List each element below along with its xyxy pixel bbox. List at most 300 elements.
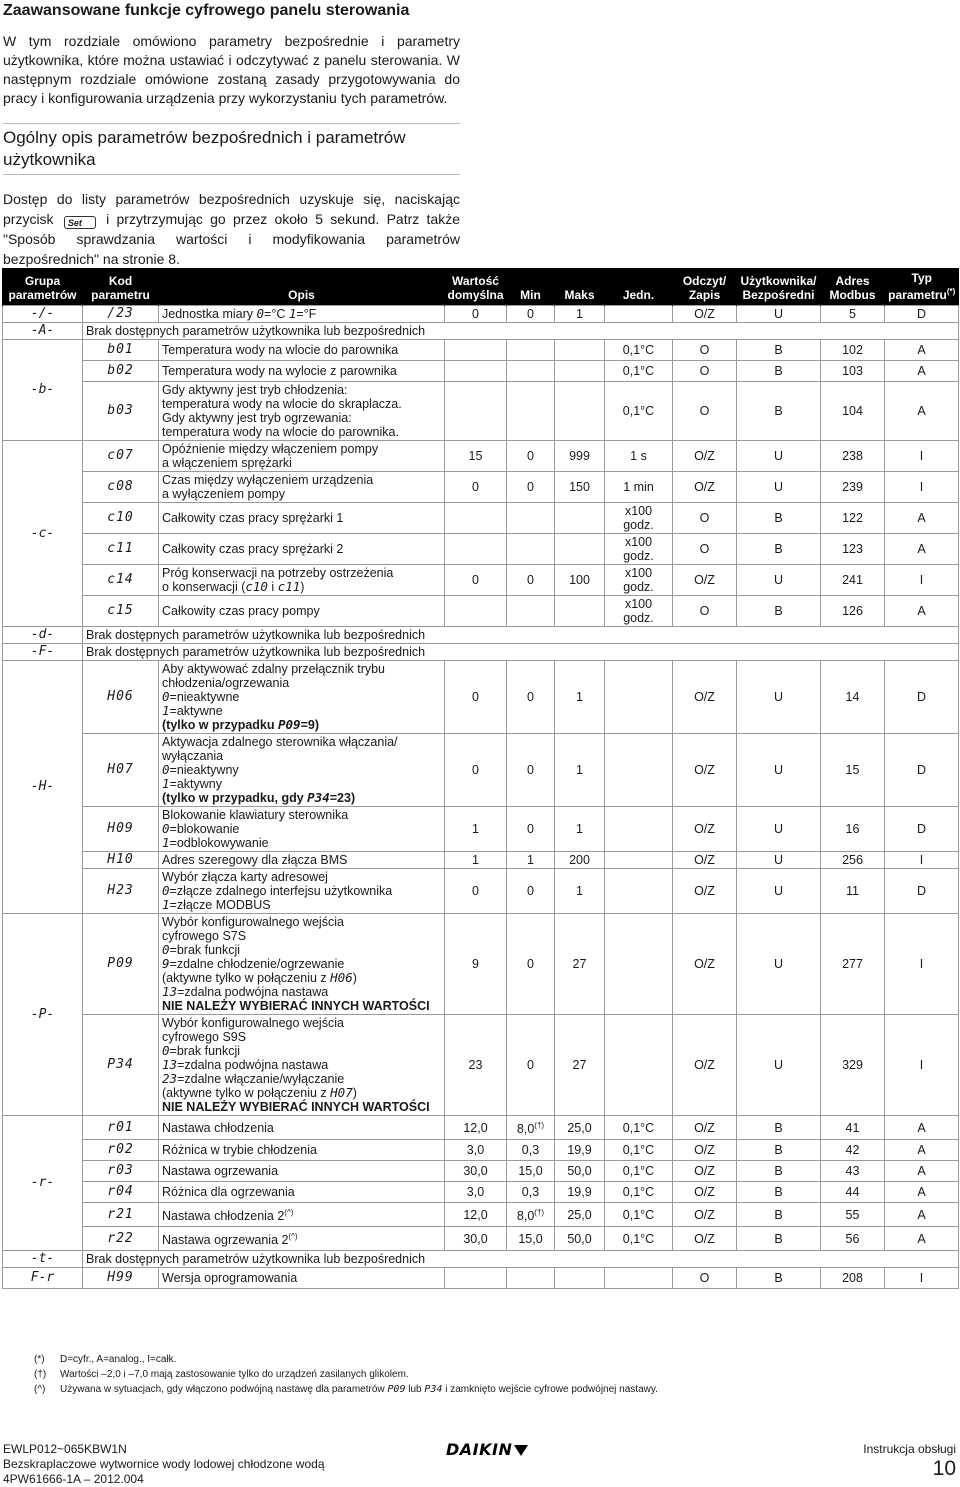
parameters-table [2, 268, 959, 1289]
value-code: 23 [162, 1071, 178, 1086]
unit-cell: 0,1°C [605, 1203, 673, 1227]
default-cell: 3,0 [445, 1182, 507, 1203]
param-code: H99 [83, 1268, 159, 1289]
type-cell: A [885, 361, 959, 382]
intro-text [3, 32, 460, 108]
rw-cell: O [673, 382, 737, 441]
param-code: r01 [83, 1116, 159, 1140]
desc-line [162, 690, 441, 704]
type-cell: I [885, 565, 959, 596]
default-cell: 1 [445, 852, 507, 869]
desc-line: Gdy aktywny jest tryb chłodzenia: [162, 383, 348, 397]
type-cell: A [885, 503, 959, 534]
value-code: 0 [162, 942, 170, 957]
min-cell [507, 1268, 555, 1289]
ud-cell: B [737, 1116, 821, 1140]
desc-text: =23) [329, 791, 356, 805]
table-row [3, 382, 959, 441]
desc-line: Aktywacja zdalnego sterownika włączania/ [162, 735, 398, 749]
group-code: -H- [3, 661, 83, 914]
desc-line [162, 1058, 441, 1072]
max-cell: 19,9 [555, 1182, 605, 1203]
header-typ-label: Typ parametru [888, 271, 947, 302]
desc-text: ) [300, 580, 305, 594]
addr-cell: 16 [821, 807, 885, 852]
table-header-row [3, 268, 959, 306]
min-cell [507, 1116, 555, 1140]
default-cell: 0 [445, 661, 507, 734]
desc-line [162, 1086, 441, 1100]
rw-cell: O/Z [673, 1140, 737, 1161]
min-cell: 0,3 [507, 1140, 555, 1161]
desc-line [162, 777, 441, 791]
max-cell: 100 [555, 565, 605, 596]
doc-title: Bezskraplaczowe wytwornice wody lodowej chłodzone wodą [3, 1457, 325, 1471]
default-cell: 12,0 [445, 1116, 507, 1140]
param-desc [159, 306, 445, 323]
param-code: c08 [83, 472, 159, 503]
header-min: Min [507, 268, 555, 306]
param-ref: c10 [245, 579, 268, 594]
table-row [3, 472, 959, 503]
ud-cell: U [737, 914, 821, 1015]
min-cell [507, 503, 555, 534]
footnote-text: Wartości –2,0 i –7,0 mają zastosowanie tylko do urządzeń zasilanych glikolem. [60, 1369, 409, 1380]
desc-text: =blokowanie [169, 822, 240, 836]
footnote [34, 1367, 658, 1382]
min-cell [507, 534, 555, 565]
doc-code: EWLP012~065KBW1N [3, 1442, 127, 1456]
desc-text: (aktywne tylko w połączeniu z [162, 971, 331, 985]
param-code: r21 [83, 1203, 159, 1227]
unit-cell [605, 914, 673, 1015]
rw-cell: O/Z [673, 852, 737, 869]
desc-text: =odblokowywanie [169, 836, 269, 850]
section-title: Ogólny opis parametrów bezpośrednich i parametrów użytkownika [3, 128, 406, 169]
unit-cell [605, 1268, 673, 1289]
type-cell: D [885, 306, 959, 323]
max-cell: 19,9 [555, 1140, 605, 1161]
value-code: 0 [162, 1043, 170, 1058]
footnotes [34, 1352, 658, 1397]
type-cell: A [885, 1227, 959, 1251]
ud-cell: B [737, 503, 821, 534]
value-code: 1 [162, 703, 170, 718]
desc-line: a wyłączeniem pompy [162, 487, 285, 501]
default-cell: 30,0 [445, 1227, 507, 1251]
table-row [3, 1182, 959, 1203]
max-cell: 1 [555, 734, 605, 807]
type-cell: I [885, 472, 959, 503]
param-desc [159, 914, 445, 1015]
ud-cell: B [737, 1140, 821, 1161]
min-cell: 0 [507, 1015, 555, 1116]
desc-text: (tylko w przypadku, gdy [162, 791, 308, 805]
desc-text: =aktywne [169, 704, 223, 718]
set-key-icon: Set [64, 216, 96, 229]
param-code: H09 [83, 807, 159, 852]
ud-cell: B [737, 1268, 821, 1289]
max-cell: 50,0 [555, 1161, 605, 1182]
type-cell: A [885, 1140, 959, 1161]
default-cell [445, 382, 507, 441]
rw-cell: O/Z [673, 565, 737, 596]
group-code: -/- [3, 306, 83, 323]
value-code: 0 [162, 883, 170, 898]
type-cell: A [885, 1161, 959, 1182]
ud-cell: U [737, 441, 821, 472]
param-desc [159, 441, 445, 472]
unit-cell [605, 306, 673, 323]
table-row [3, 1203, 959, 1227]
default-cell: 0 [445, 869, 507, 914]
header-typ-mark: (*) [946, 287, 956, 296]
footer-right [863, 1442, 956, 1481]
manual-label: Instrukcja obsługi [863, 1442, 956, 1456]
param-desc: Całkowity czas pracy sprężarki 2 [159, 534, 445, 565]
rw-cell: O/Z [673, 1203, 737, 1227]
unit-cell: 0,1°C [605, 382, 673, 441]
group-code: -b- [3, 340, 83, 441]
desc-line [162, 884, 441, 898]
desc-line [162, 985, 441, 999]
desc-mark: (^) [288, 1231, 298, 1241]
default-cell: 30,0 [445, 1161, 507, 1182]
max-cell: 27 [555, 914, 605, 1015]
desc-line [162, 957, 441, 971]
min-cell: 1 [507, 852, 555, 869]
addr-cell: 256 [821, 852, 885, 869]
ud-cell: U [737, 807, 821, 852]
table-row [3, 441, 959, 472]
unit-cell [605, 661, 673, 734]
desc-line: Czas między wyłączeniem urządzenia [162, 473, 374, 487]
daikin-logo [446, 1440, 528, 1459]
desc-line: chłodzenia/ogrzewania [162, 676, 290, 690]
type-cell: I [885, 914, 959, 1015]
desc-line: Próg konserwacji na potrzeby ostrzeżenia [162, 566, 394, 580]
table-row [3, 1116, 959, 1140]
default-cell: 23 [445, 1015, 507, 1116]
desc-line: wyłączania [162, 749, 224, 763]
param-ref: P09 [278, 717, 301, 732]
param-code: H06 [83, 661, 159, 734]
min-cell: 0 [507, 441, 555, 472]
desc-text: =zdalna podwójna nastawa [177, 1058, 329, 1072]
header-odczyt: Odczyt/ Zapis [673, 268, 737, 306]
desc-line [162, 718, 441, 732]
min-cell [507, 340, 555, 361]
desc-line [162, 822, 441, 836]
min-mark: (†) [534, 1207, 545, 1217]
doc-ref: 4PW61666-1A – 2012.004 [3, 1472, 144, 1486]
desc-text: =nieaktywny [169, 763, 239, 777]
header-grupa: Grupa parametrów [3, 268, 83, 306]
default-cell [445, 534, 507, 565]
value-code: 13 [162, 984, 178, 999]
type-cell: A [885, 1116, 959, 1140]
desc-line [162, 580, 441, 594]
table-row [3, 734, 959, 807]
param-code: r22 [83, 1227, 159, 1251]
max-cell: 1 [555, 807, 605, 852]
ud-cell: B [737, 1161, 821, 1182]
desc-text: (tylko w przypadku [162, 718, 278, 732]
header-maks: Maks [555, 268, 605, 306]
desc-text: =brak funkcji [169, 1044, 241, 1058]
addr-cell: 241 [821, 565, 885, 596]
type-cell: D [885, 869, 959, 914]
no-params-text: Brak dostępnych parametrów użytkownika lub bezpośrednich [83, 323, 959, 340]
footnote-key: (^) [34, 1384, 46, 1395]
addr-cell: 14 [821, 661, 885, 734]
param-desc: Temperatura wody na wlocie do parownika [159, 340, 445, 361]
unit-cell [605, 869, 673, 914]
desc-line [162, 704, 441, 718]
default-cell: 0 [445, 565, 507, 596]
unit-cell: 0,1°C [605, 1140, 673, 1161]
type-cell: I [885, 1015, 959, 1116]
param-code: c15 [83, 596, 159, 627]
group-code: -c- [3, 441, 83, 627]
unit-cell: x100 godz. [605, 534, 673, 565]
max-cell [555, 596, 605, 627]
desc-line: cyfrowego S9S [162, 1030, 247, 1044]
table-row [3, 534, 959, 565]
rw-cell: O/Z [673, 1182, 737, 1203]
param-desc: Różnica w trybie chłodzenia [159, 1140, 445, 1161]
type-cell: A [885, 1203, 959, 1227]
desc-text: =brak funkcji [169, 943, 241, 957]
default-cell [445, 340, 507, 361]
max-cell: 25,0 [555, 1203, 605, 1227]
max-cell: 999 [555, 441, 605, 472]
desc-text: ) [352, 1086, 357, 1100]
param-code: c10 [83, 503, 159, 534]
table-row [3, 807, 959, 852]
table-row [3, 1140, 959, 1161]
desc-line: Aby aktywować zdalny przełącznik trybu [162, 662, 386, 676]
rw-cell: O/Z [673, 661, 737, 734]
param-desc: Całkowity czas pracy pompy [159, 596, 445, 627]
param-code: r03 [83, 1161, 159, 1182]
table-row [3, 1015, 959, 1116]
unit-cell: 0,1°C [605, 1182, 673, 1203]
header-uzytk: Użytkownika/ Bezpośredni [737, 268, 821, 306]
param-code: c11 [83, 534, 159, 565]
addr-cell: 56 [821, 1227, 885, 1251]
rw-cell: O/Z [673, 734, 737, 807]
default-cell [445, 361, 507, 382]
param-code: H10 [83, 852, 159, 869]
addr-cell: 102 [821, 340, 885, 361]
addr-cell: 5 [821, 306, 885, 323]
desc-text: =°F [296, 307, 317, 321]
default-cell: 9 [445, 914, 507, 1015]
param-code: b02 [83, 361, 159, 382]
param-code: P09 [83, 914, 159, 1015]
rw-cell: O [673, 534, 737, 565]
rw-cell: O/Z [673, 472, 737, 503]
footnote-text: D=cyfr., A=analog., I=całk. [60, 1354, 177, 1365]
table-row [3, 361, 959, 382]
ud-cell: U [737, 1015, 821, 1116]
param-code: b01 [83, 340, 159, 361]
table-row [3, 1227, 959, 1251]
group-code: -F- [3, 644, 83, 661]
unit-cell [605, 852, 673, 869]
ud-cell: B [737, 1182, 821, 1203]
max-cell [555, 534, 605, 565]
table-row [3, 306, 959, 323]
addr-cell: 126 [821, 596, 885, 627]
type-cell: A [885, 1182, 959, 1203]
min-cell: 15,0 [507, 1161, 555, 1182]
param-code: b03 [83, 382, 159, 441]
rw-cell: O [673, 1268, 737, 1289]
desc-mark: (^) [284, 1207, 294, 1217]
max-cell [555, 503, 605, 534]
ud-cell: U [737, 472, 821, 503]
addr-cell: 122 [821, 503, 885, 534]
min-value: 8,0 [516, 1122, 535, 1137]
desc-line: Blokowanie klawiatury sterownika [162, 808, 349, 822]
group-code: -P- [3, 914, 83, 1116]
value-code: 0 [162, 762, 170, 777]
table-row [3, 914, 959, 1015]
group-code: -r- [3, 1116, 83, 1251]
param-desc: Nastawa chłodzenia [159, 1116, 445, 1140]
footnote [34, 1382, 658, 1397]
param-ref: P34 [424, 1384, 443, 1395]
param-code: /23 [83, 306, 159, 323]
table-row [3, 644, 959, 661]
type-cell: A [885, 534, 959, 565]
min-cell: 0 [507, 914, 555, 1015]
desc-line: a włączeniem sprężarki [162, 456, 292, 470]
value-code: 1 [162, 835, 170, 850]
value-code: 1 [162, 776, 170, 791]
desc-text: Nastawa chłodzenia 2 [162, 1209, 285, 1224]
group-code: -d- [3, 627, 83, 644]
param-code: H23 [83, 869, 159, 914]
logo-triangle-icon [514, 1445, 528, 1456]
section-body-pre: Dostęp do listy parametrów bezpośrednich uzyskuje się, naciskając przycisk [3, 191, 460, 227]
intro-line-1: W tym rozdziale omówiono parametry bezpośrednie i parametry użytkownika, które można ustawiać i odczytywać z panelu sterowania. [3, 33, 460, 68]
param-desc: Temperatura wody na wylocie z parownika [159, 361, 445, 382]
param-desc [159, 1227, 445, 1251]
rw-cell: O/Z [673, 914, 737, 1015]
footnote-key: (†) [34, 1369, 47, 1380]
param-desc [159, 869, 445, 914]
value-code: 9 [162, 956, 170, 971]
addr-cell: 43 [821, 1161, 885, 1182]
param-desc [159, 1203, 445, 1227]
value-code: 0 [162, 821, 170, 836]
param-code: r04 [83, 1182, 159, 1203]
rw-cell: O/Z [673, 1227, 737, 1251]
ud-cell: U [737, 565, 821, 596]
value-code: 1 [162, 897, 170, 912]
header-adres: Adres Modbus [821, 268, 885, 306]
param-desc [159, 472, 445, 503]
footer-left [3, 1442, 325, 1487]
rw-cell: O [673, 503, 737, 534]
ud-cell: U [737, 869, 821, 914]
desc-text: =złącze zdalnego interfejsu użytkownika [169, 884, 393, 898]
desc-line [162, 763, 441, 777]
max-cell: 200 [555, 852, 605, 869]
desc-line [162, 836, 441, 850]
table-row [3, 869, 959, 914]
min-cell [507, 596, 555, 627]
unit-cell: 1 s [605, 441, 673, 472]
param-desc: Adres szeregowy dla złącza BMS [159, 852, 445, 869]
header-opis: Opis [159, 268, 445, 306]
desc-line [162, 898, 441, 912]
desc-line: Wybór złącza karty adresowej [162, 870, 328, 884]
default-cell: 0 [445, 472, 507, 503]
default-cell [445, 596, 507, 627]
desc-text: Nastawa ogrzewania 2 [162, 1233, 289, 1248]
table-row [3, 323, 959, 340]
ud-cell: B [737, 382, 821, 441]
min-cell: 15,0 [507, 1227, 555, 1251]
addr-cell: 15 [821, 734, 885, 807]
min-mark: (†) [534, 1120, 545, 1130]
param-desc: Różnica dla ogrzewania [159, 1182, 445, 1203]
default-cell: 3,0 [445, 1140, 507, 1161]
addr-cell: 238 [821, 441, 885, 472]
addr-cell: 123 [821, 534, 885, 565]
unit-cell: 0,1°C [605, 361, 673, 382]
min-cell: 0 [507, 306, 555, 323]
table-row [3, 596, 959, 627]
desc-line: Wybór konfigurowalnego wejścia [162, 915, 344, 929]
value-code: 0 [162, 689, 170, 704]
page-title: Zaawansowane funkcje cyfrowego panelu sterowania [3, 2, 410, 19]
ud-cell: B [737, 340, 821, 361]
type-cell: D [885, 807, 959, 852]
rw-cell: O/Z [673, 441, 737, 472]
footnote-text: lub [405, 1384, 425, 1395]
desc-text: =9) [300, 718, 319, 732]
param-ref: H06 [330, 970, 353, 985]
intro-line-2: W następnym rozdziale omówione zostaną zasady przygotowywania do pracy i konfigurowania urządzenia przy wykorzystaniu tych parametrów. [3, 52, 460, 106]
ud-cell: U [737, 734, 821, 807]
table-row [3, 1161, 959, 1182]
default-cell: 15 [445, 441, 507, 472]
header-typ [885, 268, 959, 306]
default-cell: 12,0 [445, 1203, 507, 1227]
rw-cell: O/Z [673, 306, 737, 323]
group-code: -t- [3, 1251, 83, 1268]
param-desc: Nastawa ogrzewania [159, 1161, 445, 1182]
table-row [3, 661, 959, 734]
desc-text: Jednostka miary [162, 307, 257, 321]
desc-line: Wybór konfigurowalnego wejścia [162, 1016, 344, 1030]
ud-cell: B [737, 361, 821, 382]
default-cell [445, 503, 507, 534]
unit-cell: x100 godz. [605, 503, 673, 534]
rw-cell: O [673, 340, 737, 361]
ud-cell: B [737, 1227, 821, 1251]
max-cell: 1 [555, 306, 605, 323]
addr-cell: 11 [821, 869, 885, 914]
min-cell [507, 1203, 555, 1227]
min-cell: 0 [507, 734, 555, 807]
default-cell: 0 [445, 306, 507, 323]
